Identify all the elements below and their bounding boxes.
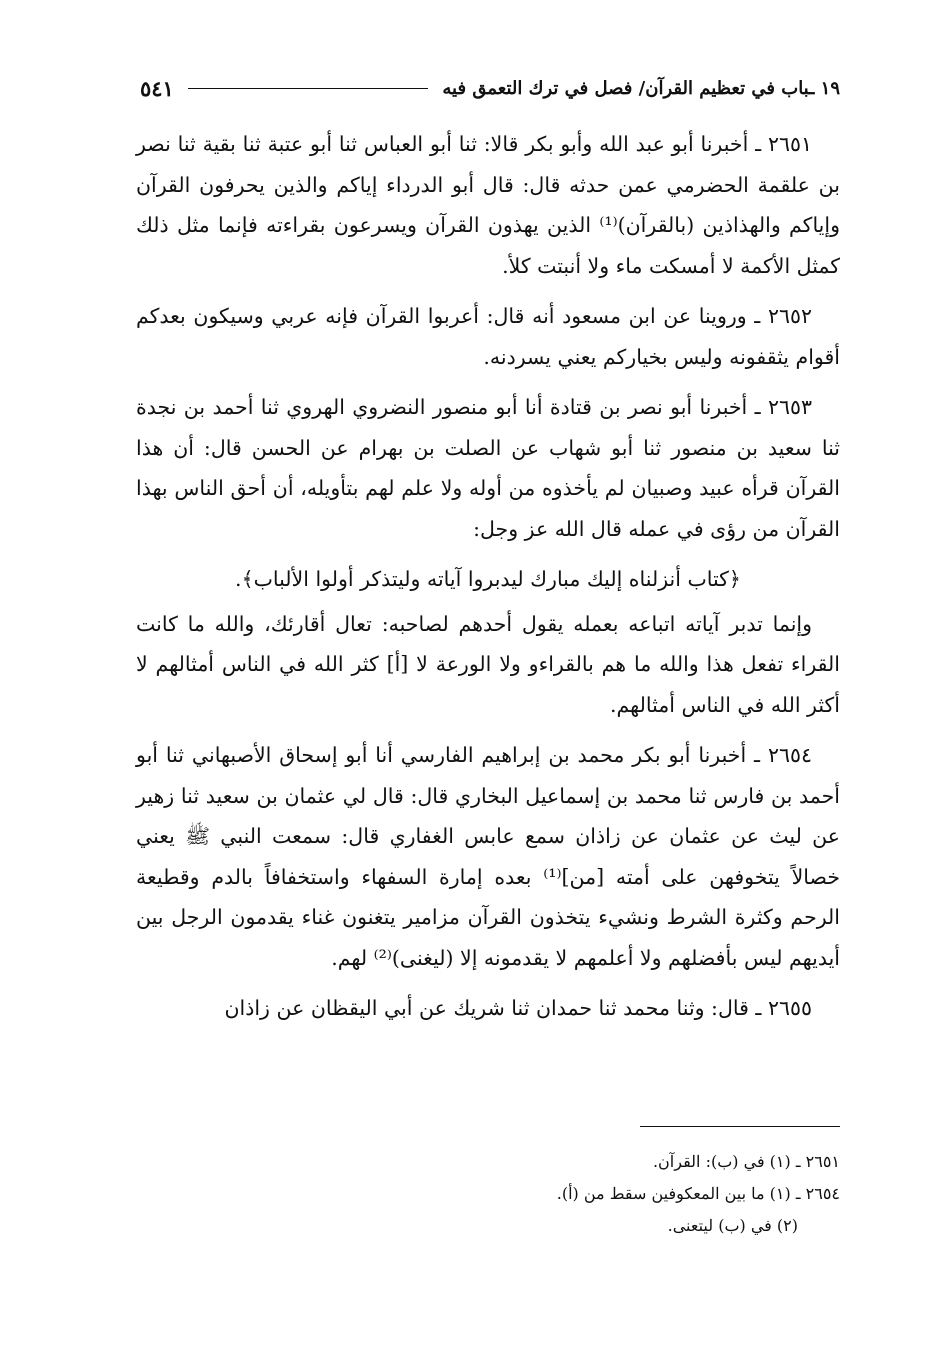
footnotes bbox=[340, 1146, 840, 1242]
footnote-2654-2: (٢) في (ب) ليتعنى. bbox=[667, 1216, 798, 1235]
hadith-2651: ٢٦٥١ ـ أخبرنا أبو عبد الله وأبو بكر قالا: ثنا أبو العباس ثنا أبو عتبة ثنا بقية ثنا نصر بن علقمة الحضرمي عمن حدثه قال: قال أبو الدرداء إياكم والذين يحرفون القرآن وإياكم والهذاذين (بالقرآن)⁽¹⁾ الذين يهذون القرآن ويسرعون بقراءته فإنما مثل ذلك كمثل الأكمة لا أمسكت ماء ولا أنبتت كلأ. bbox=[136, 132, 840, 278]
footnote-rule bbox=[640, 1126, 840, 1127]
hadith-2652: ٢٦٥٢ ـ وروينا عن ابن مسعود أنه قال: أعربوا القرآن فإنه عربي وسيكون بعدكم أقوام يثقفونه وليس بخياركم يعني يسردنه. bbox=[136, 304, 840, 369]
hadith-2653-continuation: وإنما تدبر آياته اتباعه بعمله يقول أحدهم لصاحبه: تعال أقارئك، والله ما كانت القراء تفعل هذا والله ما هم بالقراءو ولا الورعة لا [أ] كثر الله في الناس أمثالهم لا أكثر الله في الناس أمثالهم. bbox=[136, 611, 840, 717]
running-header bbox=[140, 68, 840, 108]
hadith-2655: ٢٦٥٥ ـ قال: وثنا محمد ثنا حمدان ثنا شريك عن أبي اليقظان عن زاذان bbox=[224, 996, 812, 1020]
footnote-2651-1: ٢٦٥١ ـ (١) في (ب): القرآن. bbox=[652, 1152, 840, 1171]
hadith-2654: ٢٦٥٤ ـ أخبرنا أبو بكر محمد بن إبراهيم الفارسي أنا أبو إسحاق الأصبهاني ثنا أبو أحمد بن فارس ثنا محمد بن إسماعيل البخاري قال: قال لي عثمان بن سعيد ثنا زهير عن ليث عن عثمان عن زاذان سمع عابس الغفاري قال: سمعت النبي ﷺ يعني خصالاً يتخوفهن على أمته [من]⁽¹⁾ بعده إمارة السفهاء واستخفافاً بالدم وقطيعة الرحم وكثرة الشرط ونشيء يتخذون القرآن مزامير يتغنون غناء يقدمون الرجل بين أيديهم ليس بأفضلهم ولا أعلمهم لا يقدمونه إلا (ليغنى)⁽²⁾ لهم. bbox=[136, 743, 840, 970]
main-text bbox=[136, 124, 840, 1039]
page-number: ٥٤١ bbox=[140, 75, 174, 101]
header-rule bbox=[188, 88, 429, 89]
hadith-2653: ٢٦٥٣ ـ أخبرنا أبو نصر بن قتادة أنا أبو منصور النضروي الهروي ثنا أحمد بن نجدة ثنا سعيد بن منصور ثنا أبو شهاب عن الصلت بن بهرام عن الحسن قال: أن هذا القرآن قرأه عبيد وصبيان لم يأخذوه من أوله ولا علم لهم بتأويله، أن أحق الناس بهذا القرآن من رؤى في عمله قال الله عز وجل: bbox=[136, 395, 840, 541]
quran-verse: ﴿كتاب أنزلناه إليك مبارك ليدبروا آياته وليتذكر أولوا الألباب﴾. bbox=[235, 567, 741, 591]
footnote-2654-1: ٢٦٥٤ ـ (١) ما بين المعكوفين سقط من (أ). bbox=[556, 1184, 840, 1203]
chapter-title: ١٩ ـباب في تعظيم القرآن/ فصل في ترك التعمق فيه bbox=[442, 77, 840, 99]
